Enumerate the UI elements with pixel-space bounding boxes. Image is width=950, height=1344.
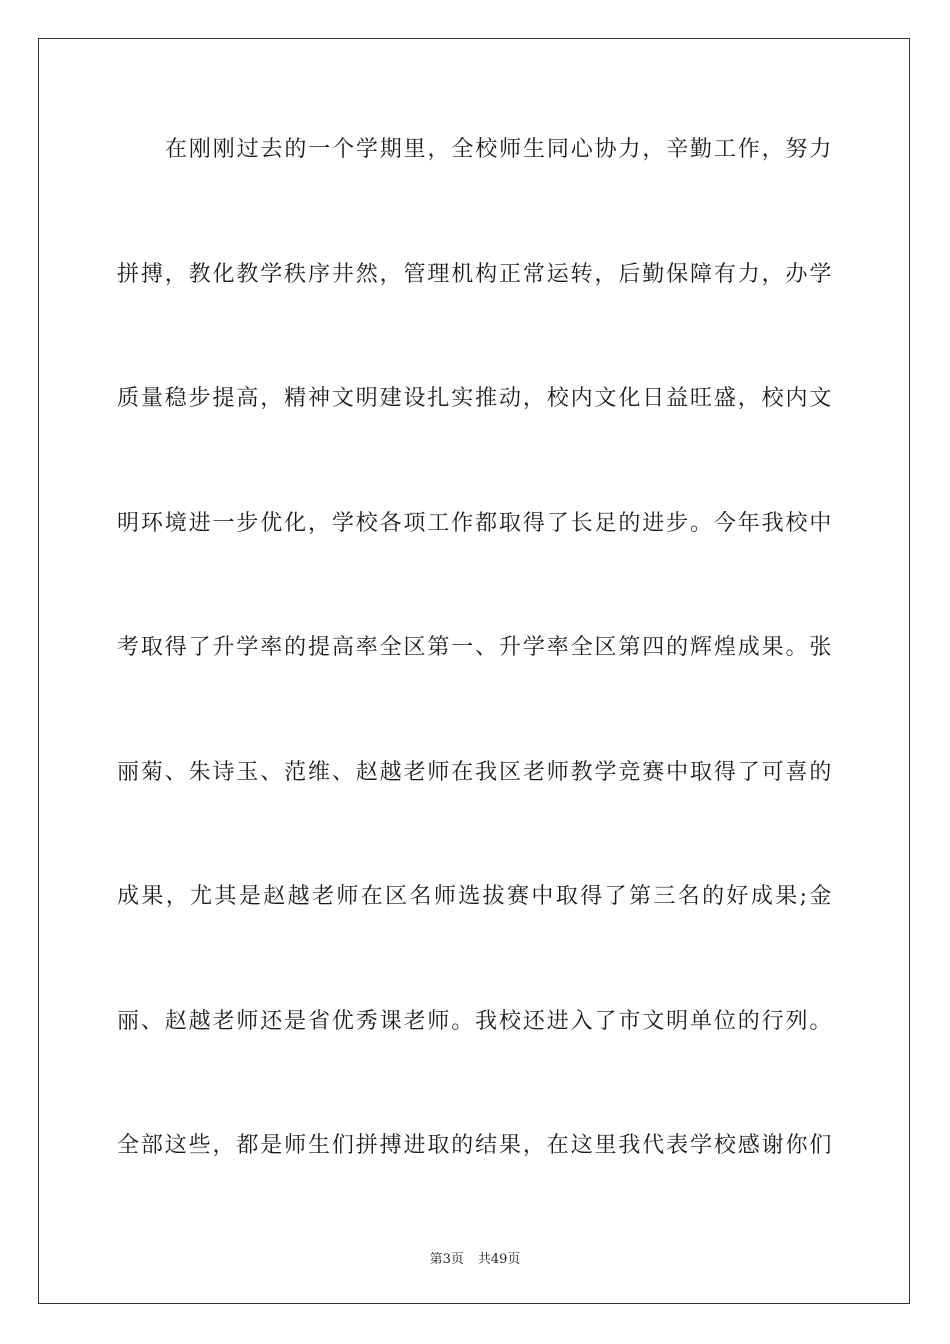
paragraph-line: 成果，尤其是赵越老师在区名师选拔赛中取得了第三名的好成果;金 [117,884,833,909]
total-page-count: 共49页 [477,1252,521,1267]
paragraph-line: 丽菊、朱诗玉、范维、赵越老师在我区老师教学竞赛中取得了可喜的 [117,759,833,785]
paragraph-line: 全部这些，都是师生们拼搏进取的结果，在这里我代表学校感谢你们 [117,1133,833,1158]
paragraph-line: 考取得了升学率的提高率全区第一、升学率全区第四的辉煌成果。张 [117,635,833,660]
paragraph-line: 在刚刚过去的一个学期里，全校师生同心协力，辛勤工作，努力 [165,137,833,162]
page-footer [0,1248,950,1267]
current-page-number: 第3页 [429,1252,464,1267]
paragraph-line: 拼搏，教化教学秩序井然，管理机构正常运转，后勤保障有力，办学 [117,261,833,287]
paragraph-line: 明环境进一步优化，学校各项工作都取得了长足的进步。今年我校中 [117,510,833,536]
paragraph-line: 质量稳步提高，精神文明建设扎实推动，校内文化日益旺盛，校内文 [117,386,833,411]
document-body [117,118,833,1239]
paragraph-line: 丽、赵越老师还是省优秀课老师。我校还进入了市文明单位的行列。 [117,1008,833,1034]
